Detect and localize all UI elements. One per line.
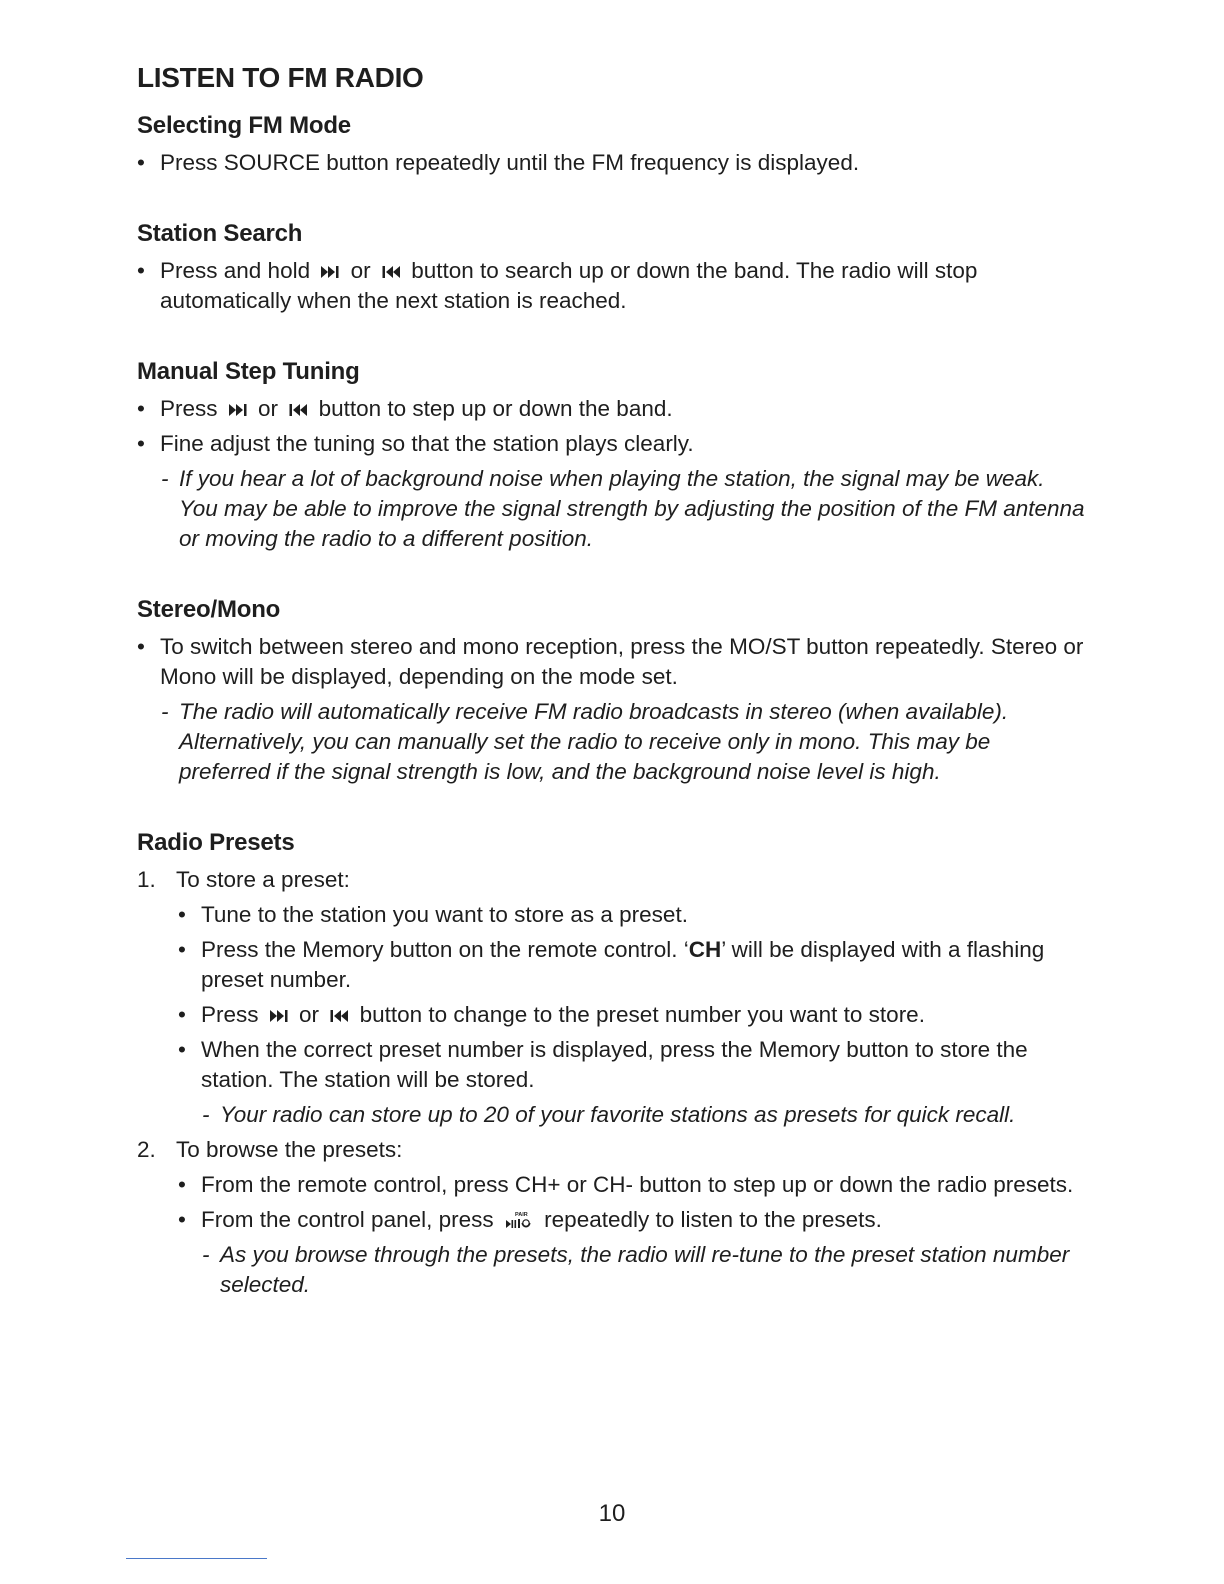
pair-play-mic-icon [504,1210,534,1232]
skip-previous-icon [381,265,401,279]
skip-next-icon [269,1009,289,1023]
panel-text-pre: From the control panel, press [201,1207,494,1232]
section-manual-step-tuning [137,356,1087,554]
step-text: To browse the presets: [176,1137,403,1162]
memory-ch-label: CH [688,937,722,962]
panel-text-post: repeatedly to listen to the presets. [544,1207,882,1232]
bullet-remote-ch: • From the remote control, press CH+ or CH- button to step up or down the radio presets. [178,1170,1087,1200]
step-text: To store a preset: [176,867,350,892]
memory-text-pre: Press the Memory button on the remote control. ‘ [201,937,689,962]
heading-manual-step-tuning: Manual Step Tuning [137,358,360,385]
page-number: 10 [598,1500,626,1527]
note-text: The radio will automatically receive FM radio broadcasts in stereo (when available). Alternatively, you can manually set the radio to receive only in mono. This may be preferred if the signal strength is low, and the background noise level is high. [179,699,1009,784]
skip-next-icon [228,403,248,417]
note-dash: - [202,1102,210,1127]
change-text-pre: Press [201,1002,259,1027]
note-dash: - [202,1242,210,1267]
step-text-pre: Press [160,396,218,421]
step-text-post: button to step up or down the band. [318,396,673,421]
browse-preset-substeps [137,1170,1087,1300]
skip-previous-icon [329,1009,349,1023]
bullet-control-panel [178,1205,1087,1235]
step-number: 1. [137,867,156,892]
section-station-search [137,218,1087,316]
section-stereo-mono [137,594,1087,787]
note-text: Your radio can store up to 20 of your favorite stations as presets for quick recall. [220,1102,1016,1127]
section-selecting-fm-mode [137,110,1087,178]
search-or: or [350,258,371,283]
bullet-memory [178,935,1087,995]
step-browse-presets [137,1135,1087,1165]
search-text-pre: Press and hold [160,258,311,283]
change-or: or [299,1002,320,1027]
store-preset-substeps [137,900,1087,1130]
step-store-preset [137,865,1087,895]
heading-selecting-fm-mode: Selecting FM Mode [137,112,351,139]
bullet-change-preset [178,1000,1087,1030]
heading-stereo-mono: Stereo/Mono [137,596,281,623]
pair-label: PAIR [514,1212,528,1219]
note-store-limit [178,1100,1087,1130]
note-text: If you hear a lot of background noise when playing the station, the signal may be weak. You may be able to improve the signal strength by adjusting the position of the FM antenna or moving the radio to a different position. [179,466,1085,551]
bullet-source: • Press SOURCE button repeatedly until the FM frequency is displayed. [137,148,1087,178]
bullet-step [137,394,1087,424]
bullet-store-station: • When the correct preset number is displayed, press the Memory button to store the station. The station will be stored. [178,1035,1087,1095]
heading-station-search: Station Search [137,220,303,247]
section-radio-presets [137,827,1087,1300]
footer-line [126,1558,267,1559]
skip-next-icon [320,265,340,279]
note-retune [178,1240,1087,1300]
manual-page [137,60,1087,1340]
page-title: LISTEN TO FM RADIO [137,62,424,93]
step-or: or [258,396,279,421]
skip-previous-icon [288,403,308,417]
bullet-tune: • Tune to the station you want to store as a preset. [178,900,1087,930]
note-text: As you browse through the presets, the radio will re-tune to the preset station number selected. [220,1242,1070,1297]
search-text-post: button to search up or down the band. The radio will stop automatically when the next station is reached. [160,258,978,313]
bullet-search [137,256,1087,316]
step-number: 2. [137,1137,156,1162]
heading-radio-presets: Radio Presets [137,829,295,856]
bullet-mo-st: • To switch between stereo and mono reception, press the MO/ST button repeatedly. Stereo or Mono will be displayed, depending on the mode set. [137,632,1087,692]
bullet-fine-adjust: • Fine adjust the tuning so that the station plays clearly. [137,429,1087,459]
note-dash: - [161,466,169,491]
note-background-noise [137,464,1087,554]
change-text-post: button to change to the preset number you want to store. [359,1002,925,1027]
memory-text-post: ’ will be displayed with a flashing preset number. [201,937,1045,992]
note-dash: - [161,699,169,724]
note-stereo [137,697,1087,787]
